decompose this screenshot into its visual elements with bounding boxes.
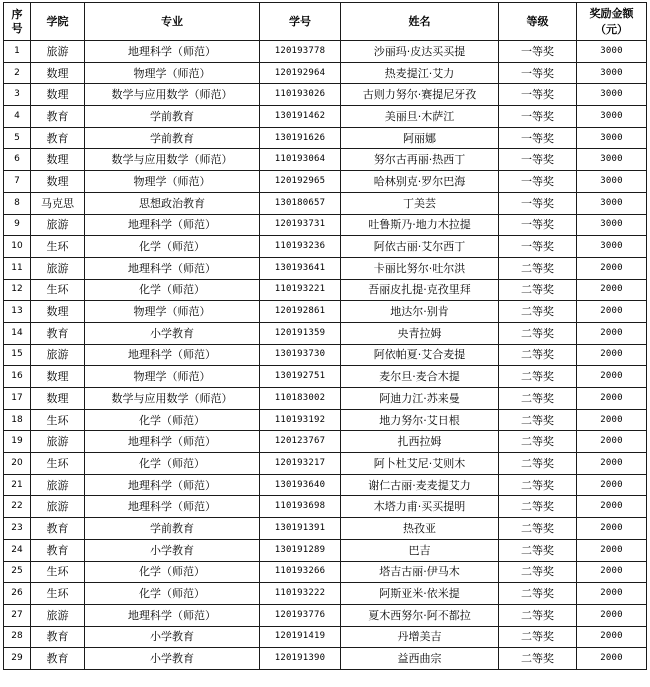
cell-name: 古则力努尔·赛提尼牙孜: [341, 84, 499, 106]
cell-amount: 2000: [577, 648, 647, 670]
table-row: [4, 301, 647, 323]
cell-level: 二等奖: [499, 604, 577, 626]
cell-student-id: 120191359: [260, 322, 341, 344]
cell-level: 二等奖: [499, 518, 577, 540]
cell-school: 生环: [31, 279, 85, 301]
table-row: [4, 409, 647, 431]
cell-major: 化学（师范）: [85, 236, 260, 258]
cell-level: 二等奖: [499, 279, 577, 301]
cell-major: 学前教育: [85, 518, 260, 540]
cell-major: 物理学（师范）: [85, 366, 260, 388]
cell-name: 扎西拉姆: [341, 431, 499, 453]
cell-level: 一等奖: [499, 62, 577, 84]
table-row: [4, 648, 647, 670]
cell-level: 一等奖: [499, 214, 577, 236]
cell-major: 思想政治教育: [85, 192, 260, 214]
cell-level: 一等奖: [499, 149, 577, 171]
cell-school: 旅游: [31, 344, 85, 366]
cell-no: 10: [4, 236, 31, 258]
cell-level: 二等奖: [499, 431, 577, 453]
awards-table: [3, 2, 647, 670]
cell-major: 地理科学（师范）: [85, 257, 260, 279]
cell-student-id: 120193778: [260, 41, 341, 63]
cell-student-id: 120192965: [260, 171, 341, 193]
cell-no: 28: [4, 626, 31, 648]
cell-school: 教育: [31, 648, 85, 670]
cell-no: 19: [4, 431, 31, 453]
cell-school: 数理: [31, 366, 85, 388]
cell-no: 3: [4, 84, 31, 106]
table-row: [4, 279, 647, 301]
table-row: [4, 453, 647, 475]
cell-amount: 3000: [577, 106, 647, 128]
cell-amount: 2000: [577, 518, 647, 540]
cell-student-id: 110193026: [260, 84, 341, 106]
table-row: [4, 626, 647, 648]
cell-name: 央青拉姆: [341, 322, 499, 344]
cell-major: 化学（师范）: [85, 409, 260, 431]
cell-level: 二等奖: [499, 257, 577, 279]
cell-school: 教育: [31, 322, 85, 344]
cell-name: 阿丽娜: [341, 127, 499, 149]
cell-no: 5: [4, 127, 31, 149]
cell-student-id: 110193192: [260, 409, 341, 431]
cell-name: 塔吉古丽·伊马木: [341, 561, 499, 583]
table-row: [4, 583, 647, 605]
cell-level: 二等奖: [499, 583, 577, 605]
cell-school: 旅游: [31, 214, 85, 236]
cell-student-id: 130191626: [260, 127, 341, 149]
cell-level: 二等奖: [499, 366, 577, 388]
header-major: 专业: [85, 3, 260, 41]
cell-student-id: 120123767: [260, 431, 341, 453]
cell-amount: 2000: [577, 496, 647, 518]
cell-level: 二等奖: [499, 626, 577, 648]
cell-school: 教育: [31, 127, 85, 149]
cell-no: 11: [4, 257, 31, 279]
table-row: [4, 41, 647, 63]
cell-name: 热麦提江·艾力: [341, 62, 499, 84]
cell-no: 13: [4, 301, 31, 323]
cell-level: 二等奖: [499, 322, 577, 344]
cell-amount: 2000: [577, 561, 647, 583]
cell-school: 旅游: [31, 604, 85, 626]
cell-student-id: 110193698: [260, 496, 341, 518]
table-row: [4, 214, 647, 236]
table-row: [4, 322, 647, 344]
cell-major: 地理科学（师范）: [85, 496, 260, 518]
cell-amount: 3000: [577, 62, 647, 84]
cell-amount: 3000: [577, 214, 647, 236]
cell-name: 热孜亚: [341, 518, 499, 540]
cell-level: 一等奖: [499, 127, 577, 149]
cell-level: 一等奖: [499, 171, 577, 193]
cell-level: 一等奖: [499, 84, 577, 106]
cell-name: 木塔力甫·买买提明: [341, 496, 499, 518]
table-header: [4, 3, 647, 41]
header-row: [4, 3, 647, 41]
cell-student-id: 120193217: [260, 453, 341, 475]
cell-name: 地力努尔·艾日根: [341, 409, 499, 431]
cell-major: 数学与应用数学（师范）: [85, 388, 260, 410]
cell-major: 小学教育: [85, 539, 260, 561]
cell-student-id: 110193222: [260, 583, 341, 605]
cell-school: 旅游: [31, 474, 85, 496]
table-row: [4, 106, 647, 128]
cell-school: 数理: [31, 149, 85, 171]
cell-no: 22: [4, 496, 31, 518]
cell-major: 学前教育: [85, 106, 260, 128]
table-row: [4, 149, 647, 171]
cell-name: 哈林别克·罗尔巴海: [341, 171, 499, 193]
cell-school: 生环: [31, 561, 85, 583]
cell-school: 旅游: [31, 41, 85, 63]
cell-name: 丁美芸: [341, 192, 499, 214]
table-row: [4, 388, 647, 410]
cell-amount: 3000: [577, 127, 647, 149]
cell-student-id: 130192751: [260, 366, 341, 388]
cell-school: 生环: [31, 583, 85, 605]
table-row: [4, 561, 647, 583]
cell-no: 12: [4, 279, 31, 301]
cell-name: 地达尔·别肯: [341, 301, 499, 323]
table-row: [4, 192, 647, 214]
cell-school: 数理: [31, 62, 85, 84]
cell-major: 化学（师范）: [85, 583, 260, 605]
table-row: [4, 496, 647, 518]
cell-school: 旅游: [31, 496, 85, 518]
cell-amount: 3000: [577, 192, 647, 214]
cell-level: 二等奖: [499, 561, 577, 583]
cell-level: 一等奖: [499, 236, 577, 258]
cell-major: 物理学（师范）: [85, 62, 260, 84]
cell-name: 麦尔旦·麦合木提: [341, 366, 499, 388]
cell-major: 小学教育: [85, 648, 260, 670]
cell-no: 27: [4, 604, 31, 626]
header-no-line1: 序: [11, 7, 23, 21]
cell-major: 物理学（师范）: [85, 301, 260, 323]
cell-major: 地理科学（师范）: [85, 474, 260, 496]
header-school: 学院: [31, 3, 85, 41]
header-level: 等级: [499, 3, 577, 41]
cell-student-id: 120193731: [260, 214, 341, 236]
cell-school: 教育: [31, 539, 85, 561]
cell-school: 数理: [31, 171, 85, 193]
header-amount-line2: （元）: [595, 22, 628, 36]
cell-amount: 3000: [577, 149, 647, 171]
cell-school: 马克思: [31, 192, 85, 214]
cell-level: 一等奖: [499, 192, 577, 214]
cell-student-id: 120193776: [260, 604, 341, 626]
cell-level: 一等奖: [499, 106, 577, 128]
cell-amount: 2000: [577, 301, 647, 323]
cell-student-id: 130180657: [260, 192, 341, 214]
cell-no: 2: [4, 62, 31, 84]
cell-major: 化学（师范）: [85, 561, 260, 583]
table-row: [4, 344, 647, 366]
cell-school: 生环: [31, 236, 85, 258]
cell-student-id: 110193236: [260, 236, 341, 258]
cell-major: 化学（师范）: [85, 453, 260, 475]
cell-name: 美丽旦·木萨江: [341, 106, 499, 128]
cell-name: 阿斯亚米·依米提: [341, 583, 499, 605]
cell-student-id: 110183002: [260, 388, 341, 410]
cell-amount: 2000: [577, 279, 647, 301]
cell-level: 二等奖: [499, 344, 577, 366]
cell-no: 1: [4, 41, 31, 63]
cell-student-id: 120191390: [260, 648, 341, 670]
cell-name: 谢仁古丽·麦麦提艾力: [341, 474, 499, 496]
cell-student-id: 120192964: [260, 62, 341, 84]
cell-major: 小学教育: [85, 322, 260, 344]
header-name: 姓名: [341, 3, 499, 41]
cell-amount: 2000: [577, 431, 647, 453]
cell-student-id: 110193266: [260, 561, 341, 583]
cell-level: 二等奖: [499, 388, 577, 410]
cell-name: 吾丽皮扎提·克孜里拜: [341, 279, 499, 301]
cell-amount: 2000: [577, 366, 647, 388]
cell-no: 17: [4, 388, 31, 410]
cell-name: 卡丽比努尔·吐尔洪: [341, 257, 499, 279]
cell-school: 教育: [31, 626, 85, 648]
header-no-line2: 号: [11, 21, 23, 35]
header-student-id: 学号: [260, 3, 341, 41]
cell-student-id: 110193221: [260, 279, 341, 301]
cell-level: 二等奖: [499, 539, 577, 561]
cell-level: 二等奖: [499, 648, 577, 670]
cell-school: 旅游: [31, 431, 85, 453]
cell-no: 16: [4, 366, 31, 388]
cell-name: 阿迪力江·苏来曼: [341, 388, 499, 410]
cell-no: 8: [4, 192, 31, 214]
table-row: [4, 366, 647, 388]
cell-name: 努尔古再丽·热西丁: [341, 149, 499, 171]
awards-sheet: [3, 2, 647, 670]
cell-name: 巴吉: [341, 539, 499, 561]
cell-level: 一等奖: [499, 41, 577, 63]
cell-amount: 2000: [577, 539, 647, 561]
table-row: [4, 257, 647, 279]
cell-amount: 2000: [577, 474, 647, 496]
table-row: [4, 84, 647, 106]
cell-major: 数学与应用数学（师范）: [85, 84, 260, 106]
cell-amount: 3000: [577, 41, 647, 63]
cell-student-id: 130191391: [260, 518, 341, 540]
cell-no: 23: [4, 518, 31, 540]
cell-no: 21: [4, 474, 31, 496]
cell-student-id: 130191462: [260, 106, 341, 128]
cell-no: 25: [4, 561, 31, 583]
cell-major: 物理学（师范）: [85, 171, 260, 193]
cell-school: 数理: [31, 301, 85, 323]
cell-no: 7: [4, 171, 31, 193]
cell-amount: 2000: [577, 388, 647, 410]
cell-name: 夏木西努尔·阿不都拉: [341, 604, 499, 626]
table-body: [4, 41, 647, 670]
cell-level: 二等奖: [499, 301, 577, 323]
cell-name: 丹增美吉: [341, 626, 499, 648]
cell-school: 生环: [31, 453, 85, 475]
cell-no: 4: [4, 106, 31, 128]
cell-student-id: 110193064: [260, 149, 341, 171]
cell-amount: 2000: [577, 604, 647, 626]
cell-student-id: 120192861: [260, 301, 341, 323]
cell-no: 6: [4, 149, 31, 171]
header-amount: [577, 3, 647, 41]
cell-school: 数理: [31, 388, 85, 410]
table-row: [4, 431, 647, 453]
cell-amount: 2000: [577, 344, 647, 366]
cell-level: 二等奖: [499, 453, 577, 475]
cell-name: 阿依古丽·艾尔西丁: [341, 236, 499, 258]
cell-amount: 3000: [577, 84, 647, 106]
table-row: [4, 236, 647, 258]
cell-name: 沙丽玛·皮达买买提: [341, 41, 499, 63]
cell-major: 地理科学（师范）: [85, 214, 260, 236]
table-row: [4, 62, 647, 84]
table-row: [4, 127, 647, 149]
cell-major: 小学教育: [85, 626, 260, 648]
cell-school: 旅游: [31, 257, 85, 279]
cell-amount: 3000: [577, 236, 647, 258]
cell-school: 数理: [31, 84, 85, 106]
cell-no: 14: [4, 322, 31, 344]
cell-no: 24: [4, 539, 31, 561]
cell-amount: 2000: [577, 626, 647, 648]
cell-level: 二等奖: [499, 496, 577, 518]
cell-amount: 2000: [577, 322, 647, 344]
cell-major: 数学与应用数学（师范）: [85, 149, 260, 171]
cell-level: 二等奖: [499, 474, 577, 496]
cell-student-id: 130193641: [260, 257, 341, 279]
cell-school: 教育: [31, 518, 85, 540]
cell-no: 26: [4, 583, 31, 605]
cell-major: 学前教育: [85, 127, 260, 149]
table-row: [4, 604, 647, 626]
cell-name: 吐鲁斯乃·地力木拉提: [341, 214, 499, 236]
cell-no: 9: [4, 214, 31, 236]
cell-amount: 2000: [577, 409, 647, 431]
cell-major: 地理科学（师范）: [85, 41, 260, 63]
cell-amount: 2000: [577, 583, 647, 605]
cell-major: 地理科学（师范）: [85, 344, 260, 366]
cell-major: 地理科学（师范）: [85, 431, 260, 453]
cell-school: 生环: [31, 409, 85, 431]
cell-level: 二等奖: [499, 409, 577, 431]
cell-amount: 2000: [577, 257, 647, 279]
header-no: [4, 3, 31, 41]
cell-student-id: 120191419: [260, 626, 341, 648]
cell-student-id: 130191289: [260, 539, 341, 561]
cell-no: 20: [4, 453, 31, 475]
cell-amount: 2000: [577, 453, 647, 475]
table-row: [4, 171, 647, 193]
cell-student-id: 130193730: [260, 344, 341, 366]
header-amount-line1: 奖励金额: [589, 6, 634, 20]
cell-no: 15: [4, 344, 31, 366]
cell-school: 教育: [31, 106, 85, 128]
cell-name: 阿依帕夏·艾合麦提: [341, 344, 499, 366]
cell-major: 地理科学（师范）: [85, 604, 260, 626]
cell-no: 29: [4, 648, 31, 670]
cell-student-id: 130193640: [260, 474, 341, 496]
table-row: [4, 539, 647, 561]
table-row: [4, 518, 647, 540]
cell-major: 化学（师范）: [85, 279, 260, 301]
cell-amount: 3000: [577, 171, 647, 193]
cell-no: 18: [4, 409, 31, 431]
cell-name: 益西曲宗: [341, 648, 499, 670]
table-row: [4, 474, 647, 496]
cell-name: 阿卜杜艾尼·艾则木: [341, 453, 499, 475]
